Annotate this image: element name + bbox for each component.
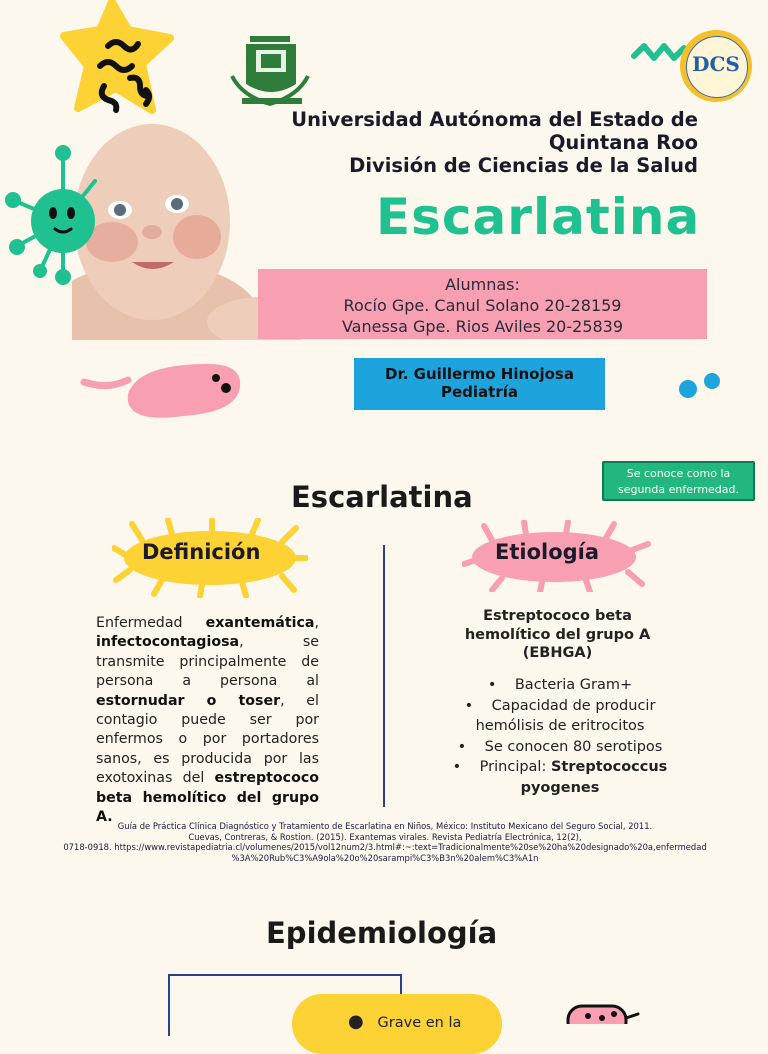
university-line-2: Quintana Roo [548,131,698,154]
list-item-bold: Streptococcus pyogenes [520,759,668,796]
note-box [602,461,755,501]
list-item: • Bacteria Gram+ [487,677,633,693]
list-item-text: Bacteria Gram+ [514,677,633,693]
reference-line: 0718-0918. https://www.revistapediatria.cl/volumenes/2015/vol12num2/3.html#:~:text=Tradicionalmente%20se%20ha%20designado%20a,enfermedad [63,842,707,852]
etiology-heading: Estreptococo beta hemolítico del grupo A (EBHGA) [464,608,651,661]
etiology-list [440,675,680,798]
division-name: División de Ciencias de la Salud [349,154,698,177]
list-item: • Principal: Streptococcus pyogenes [452,759,668,796]
reference-line: %3A%20Rub%C3%A9ola%20o%20sarampi%C3%B3n%20alem%C3%A1n [231,852,539,863]
definition-paragraph [96,614,319,827]
definition-text-bold: estreptococo beta hemolítico del grupo A. [96,770,319,826]
definicion-heading: Definición [142,540,261,564]
dcs-logo-text: DCS [692,52,740,76]
students-box [258,269,707,339]
definition-text: , el contagio puede ser por enfermos o por portadores sanos, es producida por las exotoxinas del [96,692,319,787]
reference-line: Cuevas, Contreras, & Rostion. (2015). Exantemas virales. Revista Pediatría Electrónica, 12(2), [188,831,582,842]
student-name: Vanessa Gpe. Rios Aviles 20-25839 [341,317,624,336]
column-divider [383,545,385,807]
epidemiology-bullet-text: Grave en la [377,1015,462,1031]
yellow-star-germ-icon [60,0,180,125]
teacher-box [354,358,605,410]
teacher-specialty: Pediatría [441,383,518,401]
definition-text-bold: infectocontagiosa [96,634,240,651]
note-line-2: segunda enfermedad. [617,483,740,496]
teacher-name: Dr. Guillermo Hinojosa [385,365,574,383]
university-header [178,108,698,177]
definition-text-bold: estornudar o toser [96,692,281,709]
pink-germ-icon [562,1000,642,1024]
student-name: Rocío Gpe. Canul Solano 20-28159 [343,296,622,315]
epidemiology-title: Epidemiología [266,916,498,950]
references [40,821,730,863]
students-label: Alumnas: [445,275,520,294]
university-line-1: Universidad Autónoma del Estado de [291,108,698,131]
definition-text: , [314,615,319,631]
list-item: • Se conocen 80 serotipos [457,738,663,755]
page-title: Escarlatina [376,188,701,246]
etiologia-heading: Etiología [495,540,600,564]
note-line-1: Se conoce como la [626,467,731,480]
list-item-text: Principal: [479,759,551,775]
definition-text-bold: exantemática [205,615,315,631]
blue-dots-icon [676,370,724,402]
list-item-text: Capacidad de producir hemólisis de eritrocitos [475,697,656,734]
section-title: Escarlatina [291,480,473,514]
dcs-logo [680,30,752,102]
list-item: • Capacidad de producir hemólisis de eritrocitos [464,697,656,734]
reference-line: Guía de Práctica Clínica Diagnóstico y Tratamiento de Escarlatina en Niños, México: Instituto Mexicano del Seguro Social, 2011. [117,821,653,831]
pink-bacterium-icon [80,358,245,426]
bullet-dot: ● [348,1011,364,1032]
definition-text: Enfermedad [96,615,206,631]
epidemiology-bullet [348,1011,461,1032]
list-item-text: Se conocen 80 serotipos [484,738,663,755]
green-virus-icon [5,145,105,285]
university-crest-logo [228,36,318,110]
definition-text: , se transmite principalmente de persona a persona al [96,634,319,690]
